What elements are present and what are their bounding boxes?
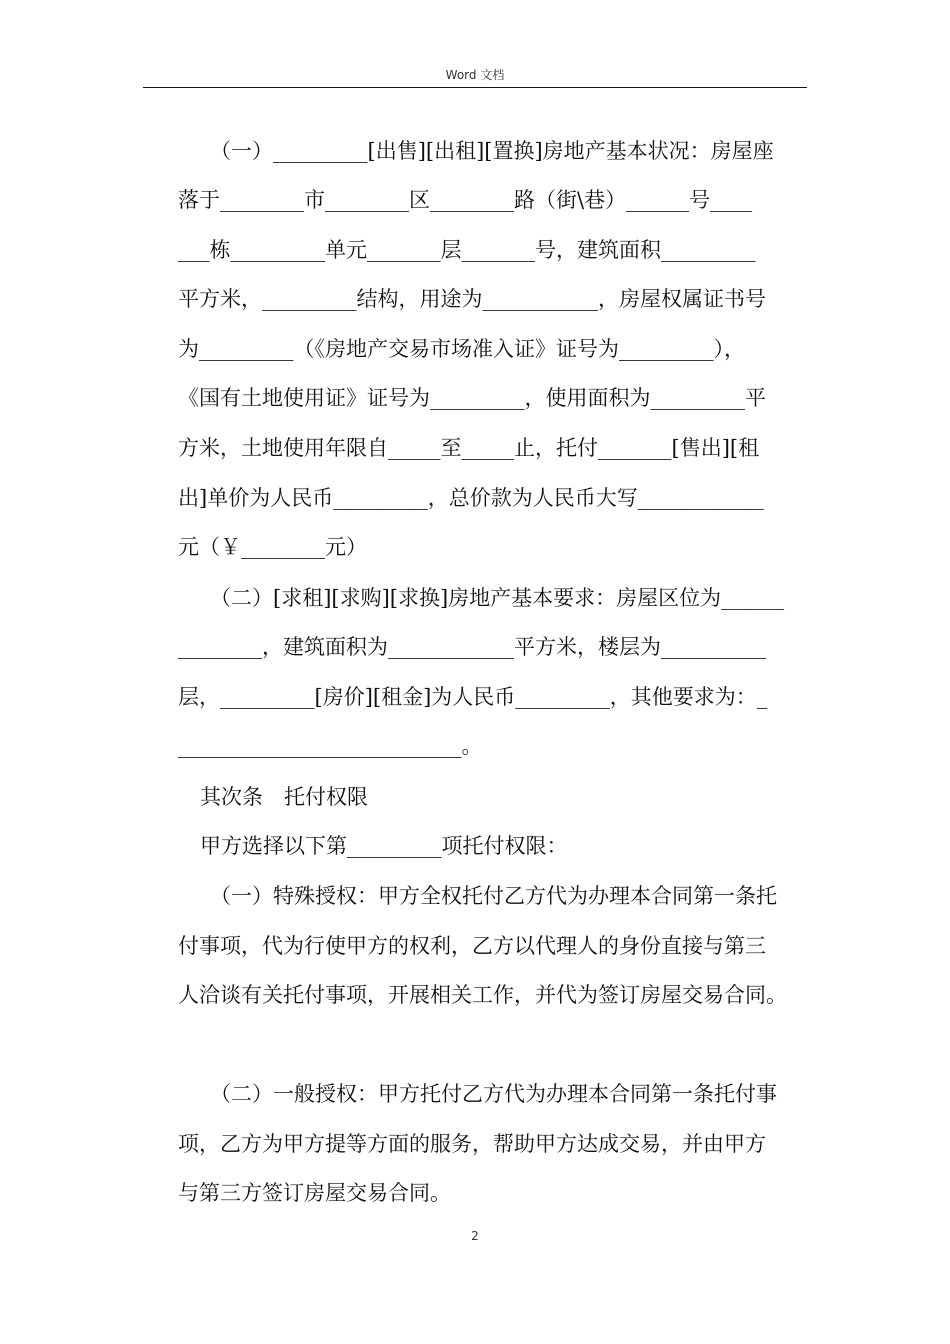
section-heading: 其次条 托付权限 <box>200 785 368 809</box>
text-line: ___________________________。 <box>178 734 483 758</box>
text-line: 人洽谈有关托付事项，开展相关工作，并代为签订房屋交易合同。 <box>178 983 787 1007</box>
text-line: 层，_________[房价][租金]为人民币_________，其他要求为：_ <box>178 685 768 709</box>
text-line: （二）一般授权：甲方托付乙方代为办理本合同第一条托付事 <box>210 1082 777 1106</box>
text-line: （二）[求租][求购][求换]房地产基本要求：房屋区位为______ <box>210 586 785 610</box>
text-line: 为_________（《房地产交易市场准入证》证号为_________）， <box>178 337 745 361</box>
text-line: 落于________市________区________路（街\巷）______号____ <box>178 188 753 212</box>
text-line: （一）_________[出售][出租][置换]房地产基本状况：房屋座 <box>210 139 774 163</box>
text-line: 元（￥________元） <box>178 535 367 559</box>
page-number: 2 <box>471 1229 479 1243</box>
text-line: 与第三方签订房屋交易合同。 <box>178 1181 451 1205</box>
text-line: 项，乙方为甲方提等方面的服务，帮助甲方达成交易，并由甲方 <box>178 1132 766 1156</box>
text-line: 出]单价为人民币_________，总价款为人民币大写____________ <box>178 486 764 510</box>
text-line: 平方米，_________结构，用途为___________，房屋权属证书号 <box>178 287 766 311</box>
text-line: 付事项，代为行使甲方的权利，乙方以代理人的身份直接与第三 <box>178 934 766 958</box>
text-line: ________，建筑面积为____________平方米，楼层为__________ <box>178 635 766 659</box>
text-line: 甲方选择以下第_________项托付权限： <box>200 834 568 858</box>
header-divider <box>143 87 807 88</box>
text-line: ___栋_________单元_______层_______号，建筑面积_________ <box>178 238 756 262</box>
page-header: Word 文档 <box>445 68 505 82</box>
text-line: 《国有土地使用证》证号为_________，使用面积为_________平 <box>178 386 766 410</box>
text-line: 方米，土地使用年限自_____至_____止，托付_______[售出][租 <box>178 436 760 460</box>
text-line: （一）特殊授权：甲方全权托付乙方代为办理本合同第一条托 <box>210 884 777 908</box>
